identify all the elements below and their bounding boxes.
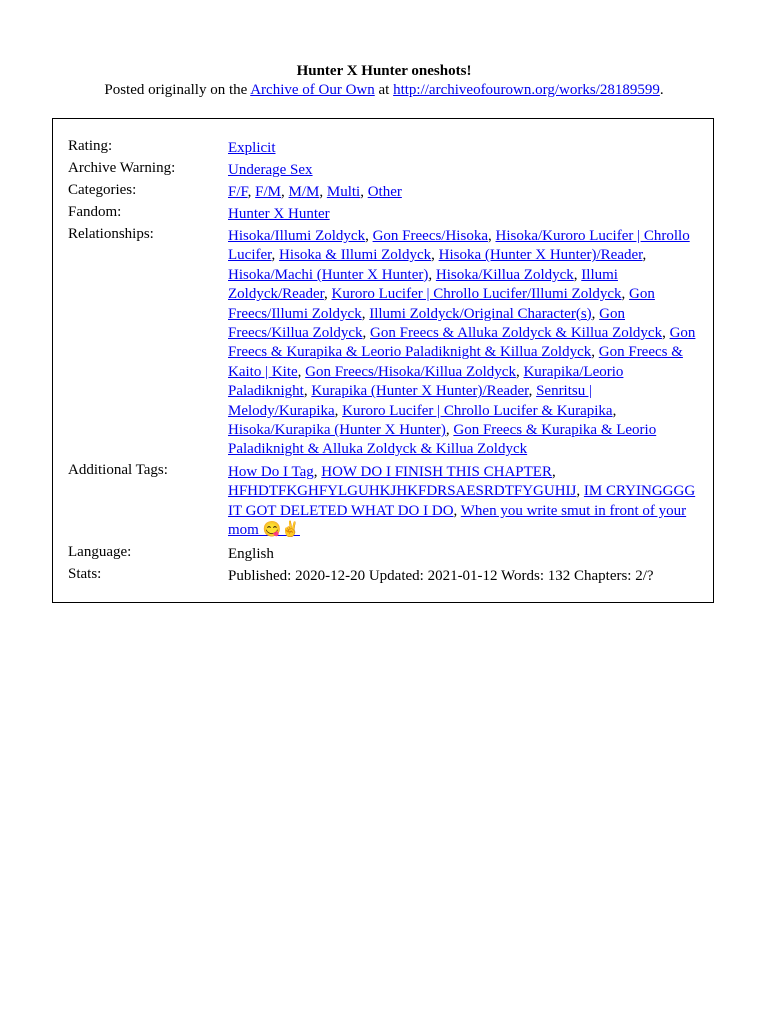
tag-link[interactable]: M/M (288, 184, 320, 200)
tag-link[interactable]: Gon Freecs/Killua Zoldyck (228, 305, 625, 342)
tag-link[interactable]: Hisoka/Kurapika (Hunter X Hunter) (228, 422, 446, 439)
tag-link[interactable]: Kurapika (Hunter X Hunter)/Reader (311, 383, 529, 400)
fandom-label: Fandom: (68, 204, 122, 220)
tag-link[interactable]: Hisoka/Illumi Zoldyck (228, 228, 366, 244)
rating-value (228, 139, 698, 158)
tag-link[interactable]: How Do I Tag (228, 464, 314, 480)
posted-line (0, 81, 768, 100)
period: . (659, 82, 664, 98)
tag-link[interactable]: Other (367, 184, 402, 200)
tag-link[interactable]: Kurapika/Leorio Paladiknight (228, 363, 624, 400)
tag-link[interactable]: Hisoka & Illumi Zoldyck (279, 247, 432, 264)
at-text: at (374, 82, 394, 98)
relationships-value: Hisoka/Illumi Zoldyck, Gon Freecs/Hisoka, Hisoka/Kuroro Lucifer | Chrollo Lucifer, Hisoka & Illumi Zoldyck, Hisoka (Hunter X Hunter)/Reader, Hisoka/Machi (Hunter X Hunter), Hisoka/Killua Zoldyck, Illumi Zoldyck/Reader, Kuroro Lucifer | Chrollo Lucifer/Illumi Zoldyck, Gon Freecs/Illumi Zoldyck, Illumi Zoldyck/Original Character(s), Gon Freecs/Killua Zoldyck, Gon Freecs & Alluka Zoldyck & Killua Zoldyck, Gon Freecs & Kurapika & Leorio Paladiknight & Killua Zoldyck, Gon Freecs & Kaito | Kite, Gon Freecs/Hisoka/Killua Zoldyck, Kurapika/Leorio Paladiknight, Kurapika (Hunter X Hunter)/Reader, Senritsu | Melody/Kurapika, Kuroro Lucifer | Chrollo Lucifer & Kurapika, Hisoka/Kurapika (Hunter X Hunter), Gon Freecs & Kurapika & Leorio Paladiknight & Alluka Zoldyck & Killua Zoldyck (228, 228, 696, 458)
tag-link[interactable]: Hisoka (Hunter X Hunter)/Reader (438, 247, 643, 264)
stats-label: Stats: (68, 566, 102, 582)
tag-link[interactable]: IM CRYINGGGG IT GOT DELETED WHAT DO I DO (228, 483, 696, 519)
tag-link[interactable]: Gon Freecs & Alluka Zoldyck & Killua Zoldyck (370, 325, 663, 342)
tag-link[interactable]: Kuroro Lucifer | Chrollo Lucifer/Illumi Zoldyck (331, 286, 622, 303)
tag-link[interactable]: Hunter X Hunter (228, 206, 330, 222)
tag-link[interactable]: Illumi Zoldyck/Original Character(s) (369, 305, 592, 322)
tag-link[interactable]: Gon Freecs & Kurapika & Leorio Paladiknight & Alluka Zoldyck & Killua Zoldyck (228, 422, 657, 458)
tag-link[interactable]: Multi (326, 184, 361, 200)
warning-value (228, 161, 698, 180)
relationships-label: Relationships: (68, 226, 154, 242)
work-meta-box (52, 118, 714, 603)
tag-link[interactable]: Gon Freecs/Hisoka/Killua Zoldyck (305, 363, 516, 380)
fandom-value (228, 205, 698, 224)
language-label: Language: (68, 544, 132, 560)
tag-link[interactable]: Kuroro Lucifer | Chrollo Lucifer & Kurapika (342, 402, 613, 419)
tag-link[interactable]: Hisoka/Killua Zoldyck (435, 266, 574, 283)
warning-label: Archive Warning: (68, 160, 176, 176)
additional-tags-label: Additional Tags: (68, 462, 168, 478)
tag-link[interactable]: Underage Sex (228, 162, 313, 178)
tag-link[interactable]: Hisoka/Kuroro Lucifer | Chrollo Lucifer (228, 228, 690, 264)
tag-link[interactable]: Gon Freecs/Illumi Zoldyck (228, 286, 655, 322)
archive-link[interactable]: Archive of Our Own (250, 82, 375, 98)
work-title: Hunter X Hunter oneshots! (296, 63, 472, 79)
tag-link[interactable]: Senritsu | Melody/Kurapika (228, 383, 592, 419)
tag-link[interactable]: Gon Freecs/Hisoka (372, 228, 488, 244)
tag-link[interactable]: HOW DO I FINISH THIS CHAPTER (321, 464, 552, 480)
stats-value: Published: 2020-12-20 Updated: 2021-01-12 Words: 132 Chapters: 2/? (228, 568, 654, 584)
tag-link[interactable]: F/M (255, 184, 282, 200)
categories-label: Categories: (68, 182, 137, 198)
tag-link[interactable]: HFHDTFKGHFYLGUHKJHKFDRSAESRDTFYGUHIJ (228, 483, 577, 500)
work-url-link[interactable]: http://archiveofourown.org/works/28189599 (393, 82, 660, 98)
categories-value: F/F, F/M, M/M, Multi, Other (228, 184, 402, 200)
tag-link[interactable]: Explicit (228, 140, 276, 156)
tag-link[interactable]: F/F (228, 184, 248, 200)
tag-link[interactable]: Hisoka/Machi (Hunter X Hunter) (228, 266, 429, 283)
tag-link[interactable]: Gon Freecs & Kurapika & Leorio Paladiknight & Killua Zoldyck (228, 325, 696, 361)
posted-prefix: Posted originally on the (104, 82, 251, 98)
additional-tags-value: How Do I Tag, HOW DO I FINISH THIS CHAPTER, HFHDTFKGHFYLGUHKJHKFDRSAESRDTFYGUHIJ, IM CRYINGGGG IT GOT DELETED WHAT DO I DO, When you write smut in front of your mom 😋✌️ (228, 464, 696, 539)
tag-link[interactable]: Gon Freecs & Kaito | Kite (228, 344, 683, 380)
tag-link[interactable]: When you write smut in front of your mom 😋✌️ (228, 502, 687, 539)
document-header (0, 62, 768, 100)
tag-link[interactable]: Illumi Zoldyck/Reader (228, 266, 618, 303)
rating-label: Rating: (68, 138, 113, 154)
language-value: English (228, 546, 274, 562)
